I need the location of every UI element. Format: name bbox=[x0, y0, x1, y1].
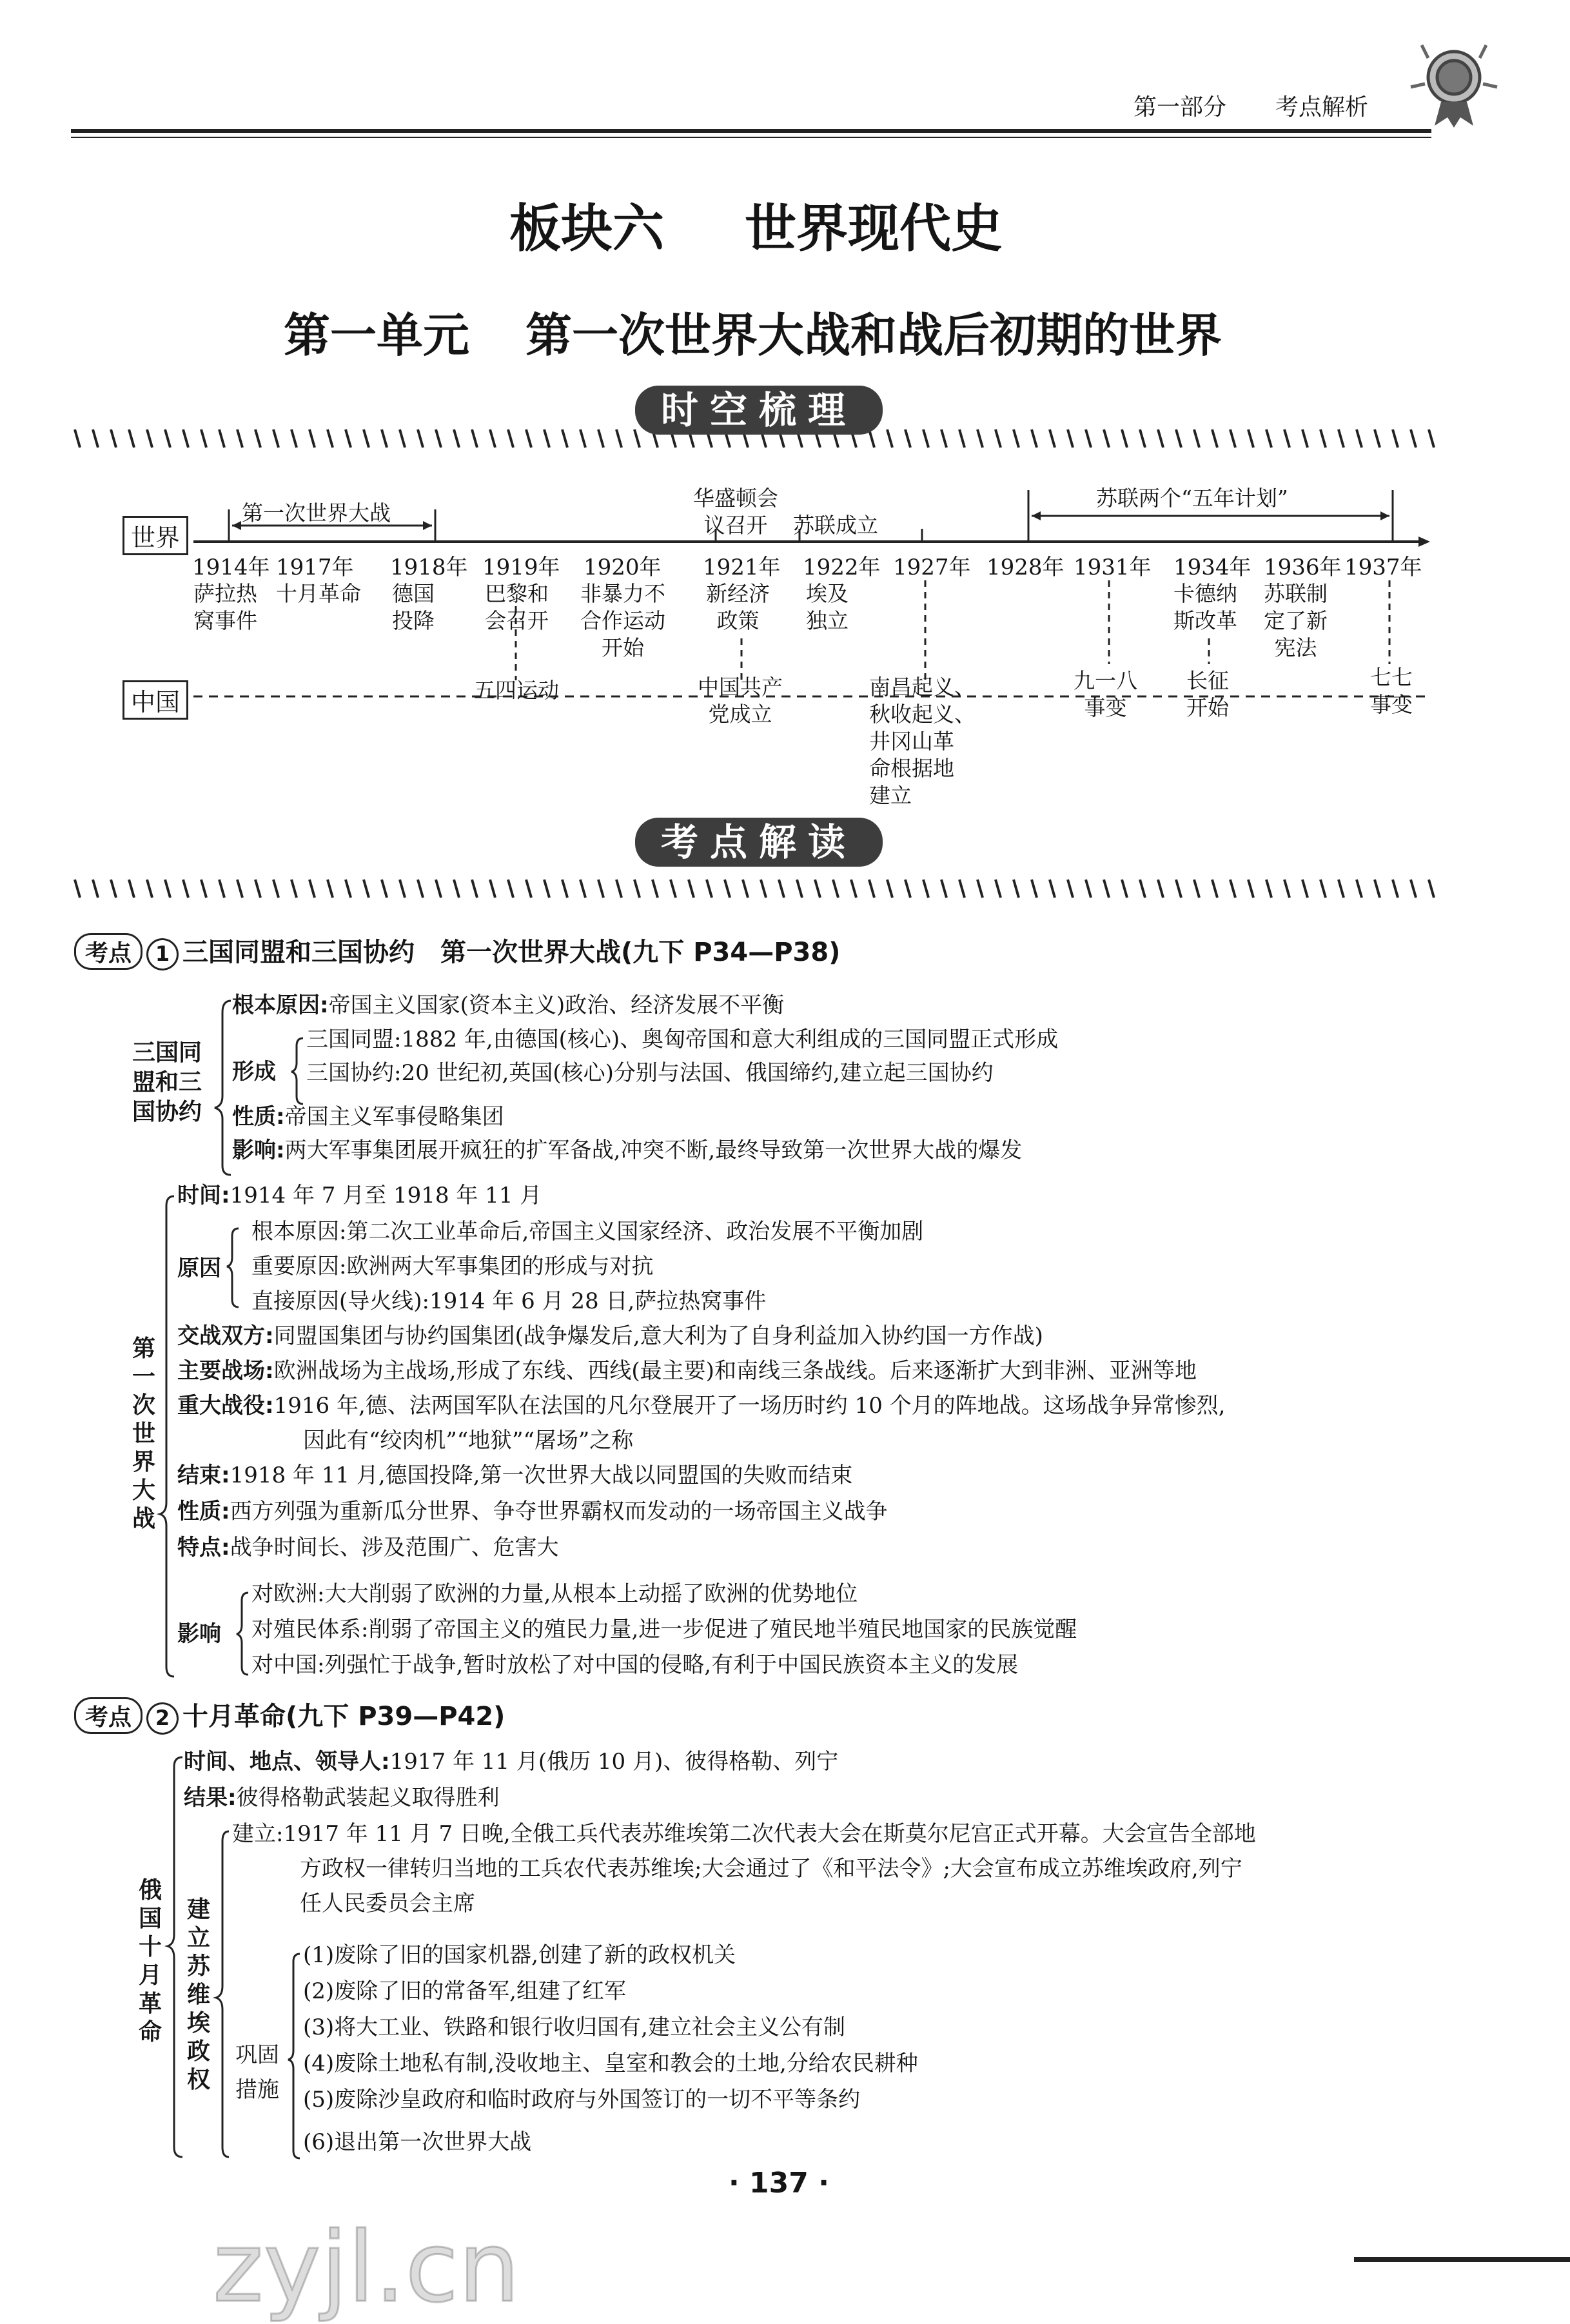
kp1-num: 1 bbox=[146, 938, 179, 970]
event-washington: 华盛顿会 议召开 bbox=[693, 486, 778, 538]
event-may-fourth: 五四运动 bbox=[474, 678, 559, 703]
kp1-alliance-key: 性质: bbox=[232, 1104, 285, 1130]
event-cardenas: 卡德纳 斯改革 bbox=[1173, 581, 1237, 633]
kp1-war-value: 对欧洲:大大削弱了欧洲的力量,从根本上动摇了欧洲的优势地位 bbox=[251, 1581, 858, 1607]
year-1922: 1922年 bbox=[803, 555, 881, 580]
kp2-value: 任人民委员会主席 bbox=[300, 1891, 475, 1916]
kp1-war-key: 重大战役: bbox=[177, 1393, 274, 1419]
kp1-alliance-key: 根本原因: bbox=[232, 992, 329, 1018]
kp2-measure: (3)将大工业、铁路和银行收归国有,建立社会主义公有制 bbox=[303, 2014, 845, 2040]
kp1-alliance-value: 帝国主义国家(资本主义)政治、经济发展不平衡 bbox=[328, 992, 785, 1018]
bracket-ww1-label: 第一次世界大战 bbox=[242, 500, 391, 526]
kp2-tag: 考点 bbox=[74, 1697, 142, 1734]
kp1-war-value: 战争时间长、涉及范围广、危害大 bbox=[230, 1535, 559, 1561]
event-paris-conference: 巴黎和 会召开 bbox=[485, 581, 549, 633]
kp1-war-value: 对中国:列强忙于战争,暂时放松了对中国的侵略,有利于中国民族资本主义的发展 bbox=[251, 1652, 1019, 1678]
kp2-key: 结果: bbox=[184, 1785, 237, 1811]
kp1-alliance-value: 三国协约:20 世纪初,英国(核心)分别与法国、俄国缔约,建立起三国协约 bbox=[306, 1060, 994, 1086]
block-name: 世界现代史 bbox=[745, 199, 1003, 259]
kp1-war-key: 性质: bbox=[177, 1499, 230, 1524]
kp1-war-value: 重要原因:欧洲两大军事集团的形成与对抗 bbox=[251, 1254, 654, 1279]
year-1918: 1918年 bbox=[390, 555, 468, 580]
world-label: 世界 bbox=[123, 516, 188, 555]
event-sarajevo: 萨拉热 窝事件 bbox=[193, 581, 257, 633]
event-october-revolution: 十月革命 bbox=[276, 581, 361, 606]
kp1-title: 三国同盟和三国协约 第一次世界大战(九下 P34—P38) bbox=[182, 938, 841, 967]
header-part: 第一部分 bbox=[1133, 94, 1227, 121]
kp2-measures-label: 巩固 措施 bbox=[235, 2042, 279, 2103]
bracket-five-year-label: 苏联两个“五年计划” bbox=[1096, 486, 1288, 511]
kp1-alliance-key: 影响: bbox=[232, 1137, 285, 1163]
event-cpc-founded: 中国共产 党成立 bbox=[698, 675, 783, 727]
kp2-title: 十月革命(九下 P39—P42) bbox=[182, 1702, 505, 1731]
kp2-measure: (6)退出第一次世界大战 bbox=[303, 2129, 532, 2155]
kp2-value: 彼得格勒武装起义取得胜利 bbox=[236, 1785, 500, 1811]
kp1-war-key: 特点: bbox=[177, 1535, 230, 1561]
event-constitution: 苏联制 定了新 宪法 bbox=[1264, 581, 1328, 660]
event-non-violence: 非暴力不 合作运动 开始 bbox=[580, 581, 665, 660]
kp1-war-key: 结束: bbox=[177, 1462, 230, 1488]
kp2-value: 方政权一律转归当地的工兵农代表苏维埃;大会通过了《和平法令》;大会宣布成立苏维埃政府,列宁 bbox=[300, 1856, 1242, 1882]
kp1-alliance-key: 形成 bbox=[232, 1059, 276, 1085]
event-egypt: 埃及 独立 bbox=[806, 581, 849, 633]
event-germany-surrender: 德国 投降 bbox=[392, 581, 435, 633]
kp1-war-value: 1914 年 7 月至 1918 年 11 月 bbox=[230, 1183, 542, 1208]
event-long-march: 长征 开始 bbox=[1186, 668, 1229, 720]
event-sept-18: 九一八 事变 bbox=[1074, 668, 1137, 720]
kp1-war-key: 时间: bbox=[177, 1183, 230, 1208]
kp2-value: 1917 年 11 月(俄历 10 月)、彼得格勒、列宁 bbox=[389, 1749, 839, 1775]
kp1-alliance-value: 帝国主义军事侵略集团 bbox=[284, 1104, 504, 1130]
kp1-war-value: 根本原因:第二次工业革命后,帝国主义国家经济、政治发展不平衡加剧 bbox=[251, 1219, 924, 1245]
kp1-war-key: 交战双方: bbox=[177, 1323, 274, 1349]
year-1931: 1931年 bbox=[1074, 555, 1152, 580]
year-1934: 1934年 bbox=[1173, 555, 1251, 580]
kp2-value: 1917 年 11 月 7 日晚,全俄工兵代表苏维埃第二次代表大会在斯莫尔尼宫正式开幕。大会宣告全部地 bbox=[283, 1821, 1256, 1847]
section-title-timeline: 时空梳理 bbox=[635, 386, 883, 435]
footer-rule bbox=[1354, 2257, 1570, 2262]
kp1-war-value: 欧洲战场为主战场,形成了东线、西线(最主要)和南线三条战线。后来逐渐扩大到非洲、亚洲等地 bbox=[273, 1358, 1197, 1384]
year-1936: 1936年 bbox=[1264, 555, 1342, 580]
unit-title: 第一单元 bbox=[284, 308, 470, 362]
kp1-war-value: 因此有“绞肉机”“地狱”“屠场”之称 bbox=[303, 1428, 634, 1453]
kp2-label: 俄 国 十 月 革 命 bbox=[139, 1877, 162, 2045]
block-title: 板块六 bbox=[509, 199, 664, 259]
year-1917: 1917年 bbox=[276, 555, 354, 580]
year-1920: 1920年 bbox=[584, 555, 662, 580]
kp2-row bbox=[300, 1889, 475, 1918]
kp2-measure: (1)废除了旧的国家机器,创建了新的政权机关 bbox=[303, 1942, 736, 1968]
year-1921: 1921年 bbox=[703, 555, 781, 580]
kp1-alliance-value: 三国同盟:1882 年,由德国(核心)、奥匈帝国和意大利组成的三国同盟正式形成 bbox=[306, 1027, 1059, 1052]
section-title-analysis: 考点解读 bbox=[635, 818, 883, 867]
kp2-row bbox=[184, 1748, 838, 1776]
kp2-sub-label: 建 立 苏 维 埃 政 权 bbox=[187, 1896, 211, 2093]
kp1-alliance-value: 两大军事集团展开疯狂的扩军备战,冲突不断,最终导致第一次世界大战的爆发 bbox=[284, 1137, 1023, 1163]
kp1-war-key: 原因 bbox=[177, 1256, 221, 1281]
kp2-row bbox=[300, 1855, 1242, 1883]
kp1-war-label: 第 一 次 世 界 大 战 bbox=[132, 1335, 156, 1532]
year-1927: 1927年 bbox=[893, 555, 971, 580]
kp2-row bbox=[184, 1784, 500, 1812]
kp2-row bbox=[232, 1820, 1256, 1848]
year-1919: 1919年 bbox=[482, 555, 560, 580]
kp2-key: 时间、地点、领导人: bbox=[184, 1749, 390, 1775]
kp1-war-value: 对殖民体系:削弱了帝国主义的殖民力量,进一步促进了殖民地半殖民地国家的民族觉醒 bbox=[251, 1617, 1077, 1642]
event-uprisings: 南昌起义、 秋收起义、 井冈山革 命根据地 建立 bbox=[869, 675, 976, 808]
header-section: 考点解析 bbox=[1275, 94, 1369, 121]
kp1-war-value: 1918 年 11 月,德国投降,第一次世界大战以同盟国的失败而结束 bbox=[230, 1462, 853, 1488]
kp1-war-value: 1916 年,德、法两国军队在法国的凡尔登展开了一场历时约 10 个月的阵地战。这场战争异常惨烈, bbox=[273, 1393, 1226, 1419]
kp2-measure: (4)废除土地私有制,没收地主、皇室和教会的土地,分给农民耕种 bbox=[303, 2051, 918, 2076]
event-ussr: 苏联成立 bbox=[793, 513, 878, 538]
year-1937: 1937年 bbox=[1344, 555, 1422, 580]
kp1-war-key: 主要战场: bbox=[177, 1358, 274, 1384]
kp1-war-key: 影响 bbox=[177, 1621, 221, 1647]
event-july-7: 七七 事变 bbox=[1370, 665, 1413, 717]
kp2-key: 建立: bbox=[232, 1821, 284, 1847]
kp1-war-value: 直接原因(导火线):1914 年 6 月 28 日,萨拉热窝事件 bbox=[251, 1288, 767, 1314]
year-1928: 1928年 bbox=[986, 555, 1065, 580]
watermark: zyjl.cn bbox=[213, 2212, 520, 2324]
year-1914: 1914年 bbox=[192, 555, 270, 580]
unit-name: 第一次世界大战和战后初期的世界 bbox=[525, 308, 1222, 362]
kp2-measure: (2)废除了旧的常备军,组建了红军 bbox=[303, 1978, 626, 2004]
kp2-num: 2 bbox=[146, 1702, 179, 1735]
page-number: · 137 · bbox=[729, 2167, 829, 2200]
kp1-tag: 考点 bbox=[74, 933, 142, 970]
kp2-measure: (5)废除沙皇政府和临时政府与外国签订的一切不平等条约 bbox=[303, 2087, 861, 2112]
china-label: 中国 bbox=[123, 680, 188, 720]
kp1-war-value: 西方列强为重新瓜分世界、争夺世界霸权而发动的一场帝国主义战争 bbox=[230, 1499, 888, 1524]
event-nep: 新经济 政策 bbox=[706, 581, 770, 633]
kp1-alliance-label: 三国同 盟和三 国协约 bbox=[132, 1039, 202, 1125]
kp1-war-value: 同盟国集团与协约国集团(战争爆发后,意大利为了自身利益加入协约国一方作战) bbox=[273, 1323, 1043, 1349]
